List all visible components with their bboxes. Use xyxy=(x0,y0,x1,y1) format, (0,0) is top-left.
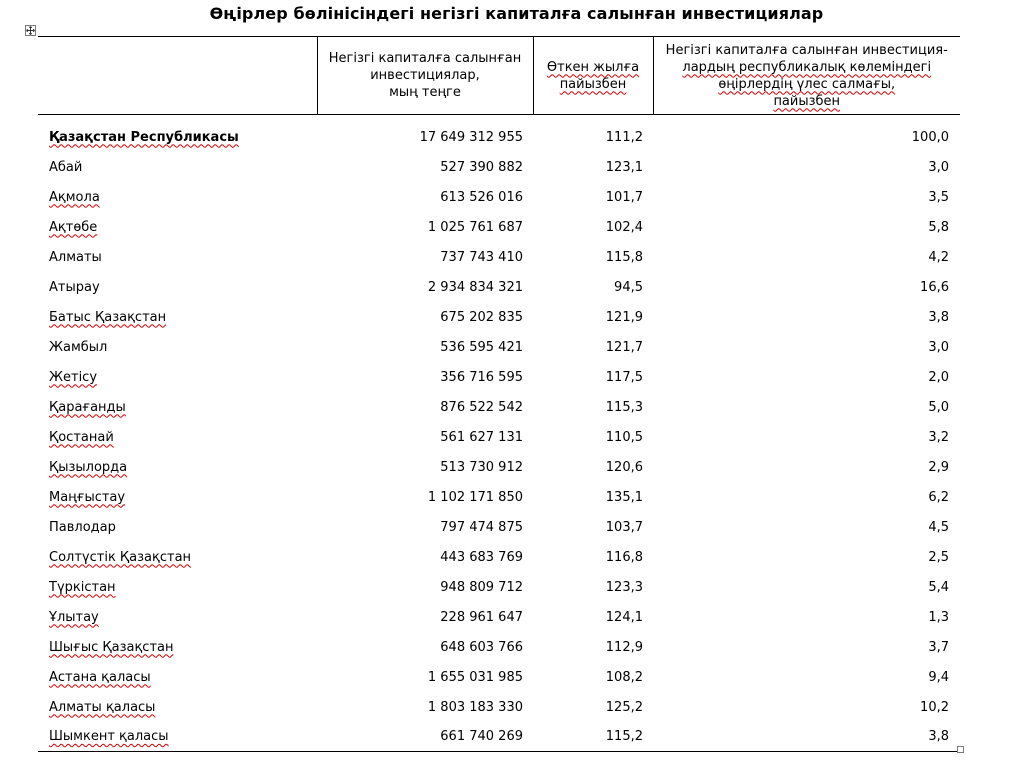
header-prev-year-line: пайызбен xyxy=(559,76,627,92)
prev-year-cell: 123,1 xyxy=(605,159,643,175)
region-name: Ұлытау xyxy=(49,609,99,625)
table-row xyxy=(38,302,960,332)
region-cell xyxy=(38,542,317,572)
region-cell xyxy=(38,572,317,602)
region-name: Алматы xyxy=(49,249,102,265)
prev-year-cell: 102,4 xyxy=(605,219,643,235)
table-row xyxy=(38,332,960,362)
region-name: Қостанай xyxy=(49,429,114,445)
prev-year-cell: 94,5 xyxy=(614,279,643,295)
spacer-row xyxy=(38,115,960,123)
table-row-total xyxy=(38,122,960,152)
header-investment xyxy=(317,37,533,115)
region-name: Жамбыл xyxy=(49,339,108,355)
share-cell: 2,5 xyxy=(928,549,949,565)
prev-year-cell: 121,7 xyxy=(605,339,643,355)
share-cell: 3,0 xyxy=(928,159,949,175)
header-share-line: Негізгі капиталға салынған инвестиция- xyxy=(665,42,948,58)
prev-year-cell: 110,5 xyxy=(605,429,643,445)
region-cell xyxy=(38,722,317,752)
header-share xyxy=(653,37,960,115)
investment-cell: 876 522 542 xyxy=(440,399,523,415)
share-cell: 3,8 xyxy=(653,722,960,752)
prev-year-cell: 121,9 xyxy=(605,309,643,325)
header-prev-year xyxy=(533,37,653,115)
prev-year-cell: 115,8 xyxy=(605,249,643,265)
investment-cell: 648 603 766 xyxy=(440,639,523,655)
share-cell: 10,2 xyxy=(920,699,949,715)
region-cell xyxy=(38,242,317,272)
region-name: Қызылорда xyxy=(49,459,128,475)
prev-year-cell: 101,7 xyxy=(605,189,643,205)
share-cell: 6,2 xyxy=(928,489,949,505)
investment-cell: 1 102 171 850 xyxy=(427,489,523,505)
share-cell: 4,2 xyxy=(928,249,949,265)
region-name: Абай xyxy=(49,159,83,175)
header-prev-year-line: Өткен жылға xyxy=(546,59,640,75)
table-row xyxy=(38,182,960,212)
prev-year-cell: 135,1 xyxy=(605,489,643,505)
table-resize-handle[interactable] xyxy=(957,746,964,753)
table-row xyxy=(38,542,960,572)
share-cell: 3,0 xyxy=(928,339,949,355)
investment-cell: 17 649 312 955 xyxy=(419,129,523,145)
share-cell: 3,5 xyxy=(928,189,949,205)
prev-year-cell: 103,7 xyxy=(605,519,643,535)
share-cell: 3,8 xyxy=(928,309,949,325)
share-cell: 3,7 xyxy=(928,639,949,655)
region-cell xyxy=(38,602,317,632)
region-cell xyxy=(38,512,317,542)
region-name: Жетісу xyxy=(49,369,98,385)
investment-cell: 561 627 131 xyxy=(440,429,523,445)
table-row xyxy=(38,272,960,302)
investment-cell: 797 474 875 xyxy=(440,519,523,535)
investment-cell: 1 025 761 687 xyxy=(427,219,523,235)
region-cell xyxy=(38,302,317,332)
region-name: Шығыс Қазақстан xyxy=(49,639,174,655)
investment-cell: 513 730 912 xyxy=(440,459,523,475)
share-cell: 4,5 xyxy=(928,519,949,535)
header-region xyxy=(38,37,317,115)
prev-year-cell: 125,2 xyxy=(605,699,643,715)
investment-cell: 228 961 647 xyxy=(440,609,523,625)
table-row xyxy=(38,572,960,602)
region-name: Ақмола xyxy=(49,189,100,205)
region-name: Батыс Қазақстан xyxy=(49,309,167,325)
table-row xyxy=(38,392,960,422)
table-row xyxy=(38,692,960,722)
region-cell xyxy=(38,332,317,362)
region-name: Атырау xyxy=(49,279,100,295)
share-cell: 5,0 xyxy=(928,399,949,415)
share-cell: 5,8 xyxy=(928,219,949,235)
header-share-line: өңірлердің үлес салмағы, xyxy=(718,76,896,92)
region-cell xyxy=(38,362,317,392)
prev-year-cell: 108,2 xyxy=(605,669,643,685)
investment-cell: 443 683 769 xyxy=(440,549,523,565)
table-row xyxy=(38,632,960,662)
prev-year-cell: 117,5 xyxy=(605,369,643,385)
region-name: Маңғыстау xyxy=(49,489,126,505)
investment-cell: 536 595 421 xyxy=(440,339,523,355)
page-title: Өңірлер бөлінісіндегі негізгі капиталға салынған инвестициялар xyxy=(209,4,824,23)
header-investment-line: Негізгі капиталға салынған xyxy=(328,51,522,66)
region-name: Алматы қаласы xyxy=(49,699,156,715)
region-cell xyxy=(38,632,317,662)
prev-year-cell: 115,2 xyxy=(533,722,653,752)
region-name: Ақтөбе xyxy=(49,219,98,235)
prev-year-cell: 111,2 xyxy=(605,129,643,145)
share-cell: 16,6 xyxy=(920,279,949,295)
region-name: Павлодар xyxy=(49,519,116,535)
investment-cell: 737 743 410 xyxy=(440,249,523,265)
region-cell xyxy=(38,392,317,422)
table-row xyxy=(38,362,960,392)
prev-year-cell: 116,8 xyxy=(605,549,643,565)
prev-year-cell: 124,1 xyxy=(605,609,643,625)
share-cell: 5,4 xyxy=(928,579,949,595)
share-cell: 2,0 xyxy=(928,369,949,385)
prev-year-cell: 120,6 xyxy=(605,459,643,475)
share-cell: 3,2 xyxy=(928,429,949,445)
investment-table xyxy=(38,36,960,752)
table-move-handle-icon[interactable] xyxy=(25,25,36,36)
investment-cell: 661 740 269 xyxy=(317,722,533,752)
table-row xyxy=(38,722,960,752)
region-cell xyxy=(38,212,317,242)
share-cell: 100,0 xyxy=(911,129,949,145)
header-investment-line: инвестициялар, xyxy=(370,68,480,83)
region-cell xyxy=(38,662,317,692)
investment-cell: 675 202 835 xyxy=(440,309,523,325)
region-name: Солтүстік Қазақстан xyxy=(49,549,192,565)
region-name: Түркістан xyxy=(49,579,116,595)
region-cell xyxy=(38,152,317,182)
region-cell xyxy=(38,452,317,482)
region-cell xyxy=(38,272,317,302)
region-cell xyxy=(38,182,317,212)
region-cell xyxy=(38,482,317,512)
table-row xyxy=(38,242,960,272)
table-header-row xyxy=(38,37,960,115)
share-cell: 1,3 xyxy=(928,609,949,625)
table-row xyxy=(38,482,960,512)
table-row xyxy=(38,452,960,482)
region-name: Қазақстан Республикасы xyxy=(49,129,239,145)
prev-year-cell: 123,3 xyxy=(605,579,643,595)
investment-cell: 356 716 595 xyxy=(440,369,523,385)
table-row xyxy=(38,662,960,692)
region-cell xyxy=(38,692,317,722)
table-row xyxy=(38,602,960,632)
share-cell: 9,4 xyxy=(928,669,949,685)
header-share-line: лардың республикалық көлеміндегі xyxy=(682,59,932,75)
header-share-line: пайызбен xyxy=(773,93,841,109)
investment-cell: 2 934 834 321 xyxy=(427,279,523,295)
investment-cell: 1 803 183 330 xyxy=(427,699,523,715)
investment-cell: 948 809 712 xyxy=(440,579,523,595)
table-row xyxy=(38,152,960,182)
table-row xyxy=(38,422,960,452)
region-name: Шымкент қаласы xyxy=(49,729,169,744)
region-cell xyxy=(38,422,317,452)
region-name: Астана қаласы xyxy=(49,669,151,685)
region-cell xyxy=(38,122,317,152)
prev-year-cell: 115,3 xyxy=(605,399,643,415)
prev-year-cell: 112,9 xyxy=(605,639,643,655)
table-row xyxy=(38,512,960,542)
region-name: Қарағанды xyxy=(49,399,126,415)
investment-cell: 527 390 882 xyxy=(440,159,523,175)
investment-cell: 1 655 031 985 xyxy=(427,669,523,685)
investment-cell: 613 526 016 xyxy=(440,189,523,205)
table-row xyxy=(38,212,960,242)
header-investment-line: мың теңге xyxy=(389,85,461,100)
share-cell: 2,9 xyxy=(928,459,949,475)
